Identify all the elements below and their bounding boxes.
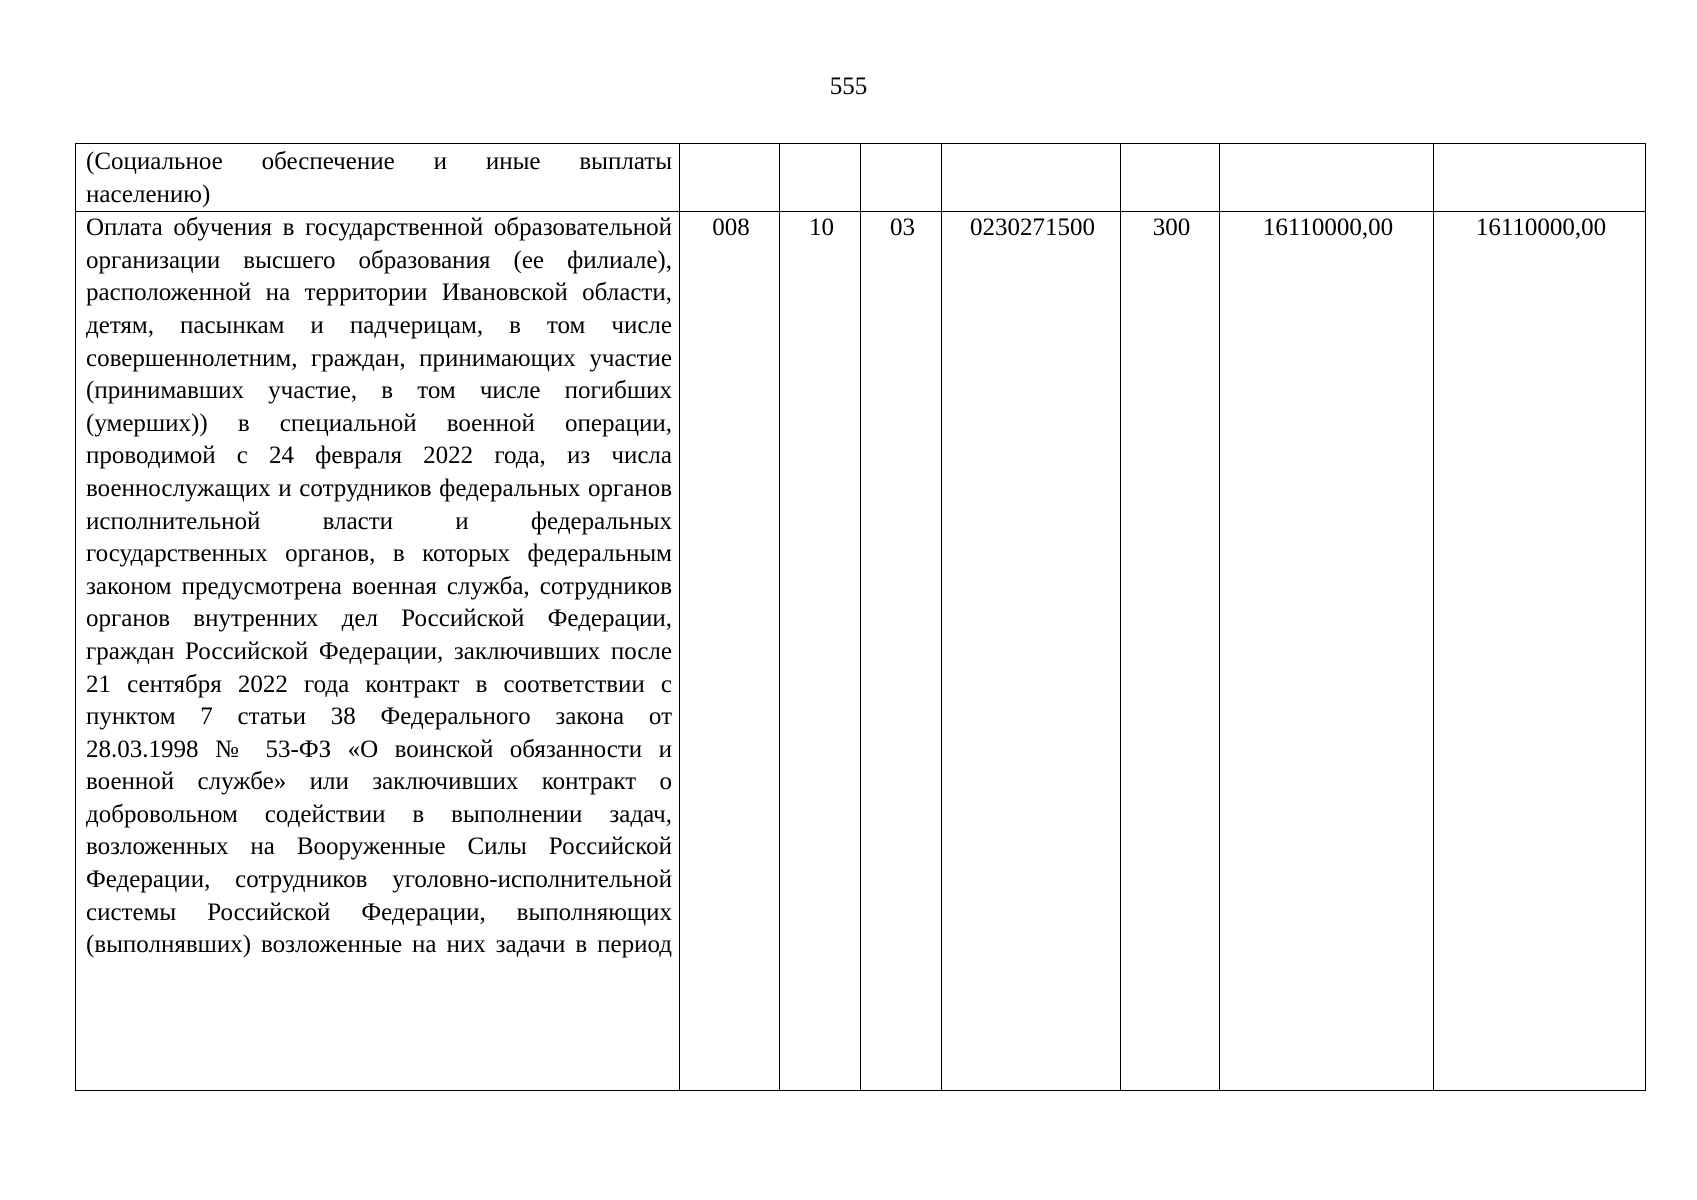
subsection-code-cell: 03 [861, 212, 942, 1091]
table-row [76, 144, 1646, 212]
target-article-cell: 0230271500 [942, 212, 1121, 1091]
subsection-code-cell [861, 144, 942, 212]
sum-year-2-cell: 16110000,00 [1434, 212, 1646, 1091]
target-article-cell [942, 144, 1121, 212]
table-row [76, 212, 1646, 1091]
budget-table [75, 143, 1646, 1091]
page-number: 555 [829, 73, 868, 100]
sum-year-2-cell [1434, 144, 1646, 212]
ministry-code-cell: 008 [680, 212, 780, 1091]
section-code-cell [780, 144, 861, 212]
ministry-code-cell [680, 144, 780, 212]
expense-type-cell [1121, 144, 1220, 212]
expense-type-cell: 300 [1121, 212, 1220, 1091]
section-code-cell: 10 [780, 212, 861, 1091]
expense-description-cell: (Социальное обеспечение и иные выплаты населению) [76, 144, 680, 212]
expense-description-cell: Оплата обучения в государственной образовательной организации высшего образования (ее филиале), расположенной на территории Ивановской области, детям, пасынкам и падчерицам, в том числе совершеннолетним, граждан, принимающих участие (принимавших участие, в том числе погибших (умерших)) в специальной военной операции, проводимой с 24 февраля 2022 года, из числа военнослужащих и сотрудников федеральных органов исполнительной власти и федеральных государственных органов, в которых федеральным законом предусмотрена военная служба, сотрудников органов внутренних дел Российской Федерации, граждан Российской Федерации, заключивших после 21 сентября 2022 года контракт в соответствии с пунктом 7 статьи 38 Федерального закона от 28.03.1998 № 53-ФЗ «О воинской обязанности и военной службе» или заключивших контракт о добровольном содействии в выполнении задач, возложенных на Вооруженные Силы Российской Федерации, сотрудников уголовно-исполнительной системы Российской Федерации, выполняющих (выполнявших) возложенные на них задачи в период [76, 212, 680, 1091]
sum-year-1-cell: 16110000,00 [1220, 212, 1434, 1091]
sum-year-1-cell [1220, 144, 1434, 212]
